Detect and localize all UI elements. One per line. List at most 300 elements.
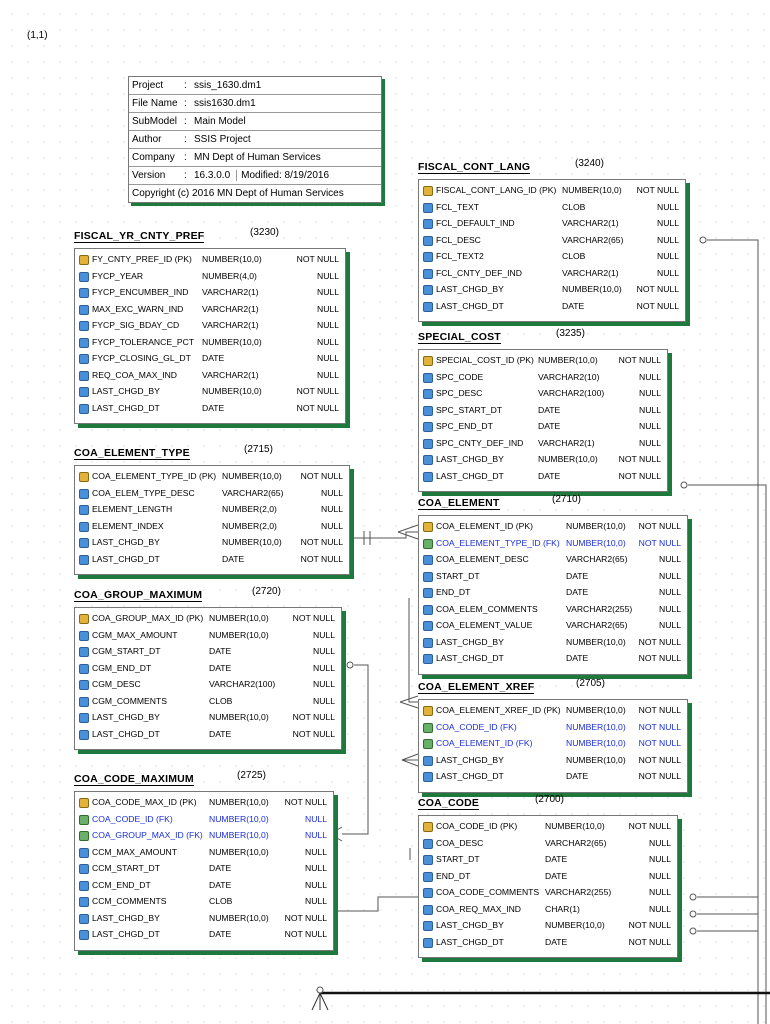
entity-column[interactable] — [419, 569, 687, 586]
column-nullability: NULL — [639, 404, 661, 415]
entity-column[interactable] — [419, 403, 667, 420]
entity-column[interactable] — [419, 635, 687, 652]
column-icon — [423, 905, 433, 915]
entity-column[interactable] — [75, 812, 333, 829]
column-name: COA_CODE_ID (FK) — [436, 721, 517, 732]
info-row-company: Company : MN Dept of Human Services — [129, 149, 381, 167]
entity-column-list[interactable] — [74, 791, 334, 951]
column-name: REQ_COA_MAX_IND — [92, 369, 178, 380]
column-name: ELEMENT_INDEX — [92, 520, 164, 531]
entity-column[interactable] — [419, 918, 677, 935]
column-name: FCL_TEXT2 — [436, 251, 484, 261]
column-icon — [79, 305, 89, 315]
entity-column[interactable] — [75, 795, 333, 812]
column-nullability: NULL — [649, 854, 671, 864]
column-type: NUMBER(10,0) — [566, 537, 626, 548]
entity-column[interactable] — [75, 845, 333, 862]
entity-column[interactable] — [75, 611, 341, 628]
entity-column[interactable] — [419, 386, 667, 403]
column-type: NUMBER(10,0) — [209, 830, 269, 840]
column-nullability: NULL — [649, 837, 671, 848]
entity-column[interactable] — [419, 469, 667, 486]
entity-column-list[interactable] — [418, 179, 686, 322]
column-nullability: NULL — [321, 504, 343, 514]
entity-column[interactable] — [419, 651, 687, 668]
column-icon — [423, 389, 433, 399]
entity-column[interactable] — [75, 927, 333, 944]
foreign-key-icon — [423, 739, 433, 749]
column-nullability: NULL — [317, 270, 339, 281]
relationship-optional-circle — [690, 911, 696, 917]
column-name: SPC_DESC — [436, 388, 483, 398]
column-name: LAST_CHGD_BY — [92, 386, 160, 396]
column-icon — [79, 897, 89, 907]
entity-column[interactable] — [419, 436, 667, 453]
column-type: VARCHAR2(10) — [538, 371, 600, 382]
column-nullability: NOT NULL — [638, 771, 681, 781]
column-nullability: NOT NULL — [292, 712, 335, 722]
entity-name: COA_ELEMENT_XREF — [418, 681, 535, 693]
column-type: CLOB — [209, 695, 233, 706]
column-name: COA_CODE_COMMENTS — [436, 887, 540, 897]
column-type: NUMBER(10,0) — [538, 355, 598, 365]
column-nullability: NOT NULL — [300, 553, 343, 564]
info-label: Modified: — [236, 170, 282, 181]
entity-column[interactable] — [75, 318, 345, 335]
primary-key-icon — [423, 822, 433, 832]
entity-column-list[interactable] — [418, 349, 668, 492]
entity-column[interactable] — [419, 769, 687, 786]
column-type: NUMBER(10,0) — [566, 521, 626, 531]
column-type: NUMBER(10,0) — [209, 613, 269, 623]
crowfoot — [312, 993, 328, 1010]
column-type: VARCHAR2(1) — [202, 287, 259, 297]
entity-column[interactable] — [75, 519, 349, 536]
entity-column[interactable] — [419, 370, 667, 387]
column-nullability: NOT NULL — [292, 613, 335, 623]
column-nullability: NULL — [305, 879, 327, 890]
entity-column[interactable] — [75, 401, 345, 418]
relationship-optional-circle — [317, 987, 323, 993]
column-name: LAST_CHGD_DT — [436, 653, 504, 663]
column-type: NUMBER(10,0) — [562, 185, 622, 195]
column-nullability: NULL — [659, 587, 681, 597]
column-name: COA_ELEMENT_TYPE_ID (FK) — [436, 537, 560, 548]
column-type: VARCHAR2(1) — [538, 437, 595, 448]
entity-header — [74, 227, 344, 244]
column-name: FYCP_TOLERANCE_PCT — [92, 336, 195, 347]
column-name: LAST_CHGD_DT — [92, 402, 160, 413]
column-type: NUMBER(10,0) — [209, 846, 269, 857]
column-icon — [423, 855, 433, 865]
column-nullability: NULL — [657, 234, 679, 245]
column-nullability: NULL — [659, 570, 681, 581]
column-type: CLOB — [209, 896, 233, 906]
column-name: LAST_CHGD_DT — [436, 771, 504, 781]
column-nullability: NOT NULL — [638, 721, 681, 732]
entity-column[interactable] — [419, 585, 687, 602]
column-type: DATE — [209, 929, 232, 939]
entity-column[interactable] — [75, 285, 345, 302]
column-type: VARCHAR2(65) — [566, 620, 628, 630]
column-name: COA_CODE_MAX_ID (PK) — [92, 797, 197, 807]
column-name: CGM_START_DT — [92, 646, 161, 656]
column-nullability: NULL — [313, 629, 335, 640]
column-nullability: NOT NULL — [628, 920, 671, 930]
column-type: DATE — [209, 728, 232, 739]
entity-column-list[interactable] — [74, 607, 342, 750]
column-nullability: NOT NULL — [296, 254, 339, 264]
column-nullability: NULL — [317, 353, 339, 363]
column-type: CHAR(1) — [545, 903, 580, 914]
entity-column-list[interactable] — [74, 465, 350, 575]
entity-header — [74, 444, 348, 461]
column-nullability: NULL — [317, 303, 339, 314]
column-nullability: NULL — [649, 903, 671, 914]
column-type: NUMBER(10,0) — [209, 712, 269, 722]
info-label: Company — [132, 152, 175, 163]
column-nullability: NULL — [639, 388, 661, 398]
column-icon — [79, 354, 89, 364]
column-nullability: NOT NULL — [296, 402, 339, 413]
column-nullability: NOT NULL — [636, 300, 679, 311]
entity-id: (2710) — [552, 494, 581, 505]
column-nullability: NULL — [657, 267, 679, 278]
column-name: LAST_CHGD_DT — [92, 553, 160, 564]
column-icon — [423, 555, 433, 565]
info-row-copyright: Copyright (c) 2016 MN Dept of Human Services — [132, 188, 344, 199]
info-label: Author — [132, 134, 162, 145]
column-type: VARCHAR2(255) — [566, 603, 633, 614]
column-name: FISCAL_CONT_LANG_ID (PK) — [436, 185, 557, 195]
entity-column[interactable] — [75, 252, 345, 269]
column-name: LAST_CHGD_BY — [436, 754, 504, 765]
info-label: File Name — [132, 98, 178, 109]
entity-header — [418, 158, 684, 175]
column-type: NUMBER(10,0) — [545, 821, 605, 831]
column-nullability: NULL — [313, 662, 335, 673]
column-icon — [79, 697, 89, 707]
entity-header — [74, 586, 340, 603]
entity-name: FISCAL_YR_CNTY_PREF — [74, 230, 205, 242]
column-name: FCL_DEFAULT_IND — [436, 218, 515, 228]
entity-column[interactable] — [419, 836, 677, 853]
entity-column[interactable] — [419, 869, 677, 886]
column-nullability: NOT NULL — [300, 537, 343, 547]
entity-id: (3230) — [250, 227, 279, 238]
column-type: VARCHAR2(100) — [538, 388, 605, 398]
column-nullability: NULL — [639, 421, 661, 431]
entity-column-list[interactable] — [74, 248, 346, 424]
primary-key-icon — [79, 798, 89, 808]
column-name: FY_CNTY_PREF_ID (PK) — [92, 254, 192, 264]
column-icon — [423, 756, 433, 766]
relationship-optional-circle — [690, 928, 696, 934]
column-name: SPECIAL_COST_ID (PK) — [436, 355, 534, 365]
entity-column[interactable] — [419, 282, 685, 299]
entity-column[interactable] — [75, 911, 333, 928]
entity-column[interactable] — [75, 469, 349, 486]
column-nullability: NOT NULL — [638, 705, 681, 715]
column-type: VARCHAR2(1) — [202, 369, 259, 380]
column-icon — [79, 730, 89, 740]
column-nullability: NOT NULL — [628, 936, 671, 947]
column-type: DATE — [566, 570, 589, 581]
column-name: LAST_CHGD_BY — [436, 454, 504, 464]
column-type: DATE — [202, 353, 225, 363]
relationship-optional-circle — [700, 237, 706, 243]
column-nullability: NULL — [639, 371, 661, 382]
entity-column[interactable] — [75, 828, 333, 845]
entity-header — [418, 328, 666, 345]
entity-column[interactable] — [419, 200, 685, 217]
column-icon — [423, 439, 433, 449]
column-nullability: NULL — [321, 487, 343, 498]
column-icon — [79, 404, 89, 414]
model-info-box[interactable] — [128, 76, 382, 203]
info-value: ssis1630.dm1 — [194, 98, 256, 109]
column-nullability: NOT NULL — [638, 636, 681, 647]
entity-column[interactable] — [419, 216, 685, 233]
column-type: VARCHAR2(255) — [545, 887, 612, 897]
column-icon — [423, 938, 433, 948]
column-name: LAST_CHGD_BY — [436, 284, 504, 294]
entity-column[interactable] — [419, 266, 685, 283]
entity-column[interactable] — [419, 183, 685, 200]
info-value: 8/19/2016 — [284, 170, 330, 181]
entity-column[interactable] — [75, 302, 345, 319]
column-nullability: NULL — [317, 320, 339, 330]
column-icon — [423, 203, 433, 213]
column-nullability: NULL — [659, 603, 681, 614]
column-nullability: NULL — [313, 646, 335, 656]
info-row-version: Version : 16.3.0.0 Modified: 8/19/2016 — [129, 167, 381, 185]
column-type: VARCHAR2(1) — [202, 303, 259, 314]
column-type: VARCHAR2(65) — [222, 487, 284, 498]
column-type: DATE — [538, 470, 561, 481]
primary-key-icon — [423, 522, 433, 532]
entity-column[interactable] — [75, 861, 333, 878]
column-nullability: NOT NULL — [636, 284, 679, 294]
entity-name: COA_ELEMENT_TYPE — [74, 447, 190, 459]
column-type: NUMBER(10,0) — [202, 254, 262, 264]
column-icon — [423, 252, 433, 262]
primary-key-icon — [423, 706, 433, 716]
column-name: START_DT — [436, 570, 480, 581]
column-nullability: NOT NULL — [284, 929, 327, 939]
column-nullability: NOT NULL — [296, 386, 339, 396]
column-icon — [79, 371, 89, 381]
entity-column[interactable] — [419, 353, 667, 370]
column-type: VARCHAR2(65) — [545, 837, 607, 848]
entity-id: (2725) — [237, 770, 266, 781]
entity-column-list[interactable] — [418, 699, 688, 793]
entity-column[interactable] — [75, 727, 341, 744]
entity-column[interactable] — [419, 519, 687, 536]
entity-column[interactable] — [75, 694, 341, 711]
column-type: DATE — [545, 854, 568, 864]
entity-column[interactable] — [419, 299, 685, 316]
column-name: CCM_END_DT — [92, 879, 151, 890]
entity-name: COA_CODE — [418, 797, 480, 809]
entity-column[interactable] — [75, 335, 345, 352]
column-name: COA_ELEMENT_ID (FK) — [436, 738, 533, 748]
entity-column[interactable] — [75, 661, 341, 678]
entity-column[interactable] — [75, 368, 345, 385]
column-name: LAST_CHGD_BY — [436, 920, 504, 930]
column-icon — [79, 914, 89, 924]
entity-column[interactable] — [419, 552, 687, 569]
entity-column[interactable] — [419, 885, 677, 902]
entity-column[interactable] — [419, 935, 677, 952]
column-nullability: NOT NULL — [638, 537, 681, 548]
entity-column[interactable] — [75, 878, 333, 895]
entity-column[interactable] — [419, 249, 685, 266]
column-name: LAST_CHGD_DT — [92, 929, 160, 939]
column-type: NUMBER(10,0) — [566, 721, 626, 732]
entity-column[interactable] — [75, 644, 341, 661]
column-type: NUMBER(10,0) — [562, 284, 622, 294]
column-nullability: NULL — [305, 863, 327, 873]
entity-column[interactable] — [419, 703, 687, 720]
entity-column[interactable] — [75, 486, 349, 503]
entity-column[interactable] — [419, 536, 687, 553]
info-label: SubModel — [132, 116, 178, 127]
entity-column[interactable] — [419, 852, 677, 869]
entity-column-list[interactable] — [418, 815, 678, 958]
entity-column[interactable] — [419, 902, 677, 919]
column-icon — [423, 654, 433, 664]
column-type: DATE — [209, 646, 232, 656]
column-name: COA_CODE_ID (FK) — [92, 813, 173, 824]
column-type: DATE — [566, 771, 589, 781]
column-icon — [79, 631, 89, 641]
entity-column[interactable] — [419, 602, 687, 619]
info-row-author: Author : SSIS Project — [129, 131, 381, 149]
column-type: CLOB — [562, 251, 586, 261]
column-name: CGM_DESC — [92, 679, 141, 689]
column-icon — [423, 638, 433, 648]
column-type: NUMBER(10,0) — [209, 813, 269, 824]
info-label: Version — [132, 170, 166, 181]
column-nullability: NULL — [305, 896, 327, 906]
column-name: FCL_DESC — [436, 234, 481, 245]
column-name: COA_ELEMENT_ID (PK) — [436, 521, 533, 531]
column-nullability: NULL — [657, 251, 679, 261]
primary-key-icon — [79, 472, 89, 482]
column-type: NUMBER(2,0) — [222, 520, 277, 531]
info-value: MN Dept of Human Services — [194, 152, 321, 163]
column-nullability: NULL — [659, 554, 681, 564]
entity-column[interactable] — [419, 233, 685, 250]
column-type: VARCHAR2(1) — [562, 267, 619, 278]
column-nullability: NULL — [313, 679, 335, 689]
column-icon — [79, 864, 89, 874]
entity-column[interactable] — [75, 710, 341, 727]
entity-column[interactable] — [419, 720, 687, 737]
column-type: DATE — [209, 863, 232, 873]
column-nullability: NULL — [305, 830, 327, 840]
column-name: COA_ELEMENT_TYPE_ID (PK) — [92, 471, 217, 481]
column-type: DATE — [545, 936, 568, 947]
column-nullability: NULL — [317, 287, 339, 297]
entity-column[interactable] — [75, 535, 349, 552]
column-nullability: NULL — [649, 887, 671, 897]
column-icon — [423, 839, 433, 849]
column-name: CGM_COMMENTS — [92, 695, 167, 706]
column-type: DATE — [202, 402, 225, 413]
column-icon — [423, 872, 433, 882]
entity-column[interactable] — [75, 502, 349, 519]
column-name: FYCP_CLOSING_GL_DT — [92, 353, 191, 363]
entity-column[interactable] — [419, 452, 667, 469]
column-icon — [79, 713, 89, 723]
entity-column[interactable] — [419, 419, 667, 436]
entity-column[interactable] — [419, 618, 687, 635]
column-icon — [423, 921, 433, 931]
column-nullability: NOT NULL — [284, 912, 327, 923]
entity-column-list[interactable] — [418, 515, 688, 675]
entity-name: FISCAL_CONT_LANG — [418, 161, 531, 173]
column-icon — [423, 572, 433, 582]
entity-column[interactable] — [75, 894, 333, 911]
column-name: SPC_CNTY_DEF_IND — [436, 437, 524, 448]
relationship-optional-circle — [681, 482, 687, 488]
foreign-key-icon — [423, 723, 433, 733]
column-name: CCM_START_DT — [92, 863, 160, 873]
entity-column[interactable] — [419, 736, 687, 753]
entity-column[interactable] — [419, 819, 677, 836]
entity-column[interactable] — [75, 269, 345, 286]
column-icon — [423, 219, 433, 229]
column-name: CGM_MAX_AMOUNT — [92, 629, 178, 640]
column-icon — [79, 505, 89, 515]
entity-column[interactable] — [75, 552, 349, 569]
column-name: COA_GROUP_MAX_ID (FK) — [92, 830, 203, 840]
column-nullability: NULL — [317, 369, 339, 380]
column-name: FYCP_ENCUMBER_IND — [92, 287, 189, 297]
column-name: CCM_COMMENTS — [92, 896, 167, 906]
info-value: 16.3.0.0 — [194, 170, 231, 181]
column-type: VARCHAR2(65) — [562, 234, 624, 245]
column-nullability: NOT NULL — [284, 797, 327, 807]
column-nullability: NOT NULL — [636, 185, 679, 195]
column-nullability: NULL — [657, 201, 679, 212]
column-icon — [79, 647, 89, 657]
column-nullability: NOT NULL — [618, 454, 661, 464]
column-name: COA_ELEM_COMMENTS — [436, 603, 538, 614]
column-icon — [423, 588, 433, 598]
entity-column[interactable] — [419, 753, 687, 770]
column-name: LAST_CHGD_BY — [92, 537, 160, 547]
column-icon — [79, 538, 89, 548]
column-name: COA_ELEM_TYPE_DESC — [92, 487, 195, 498]
column-icon — [423, 269, 433, 279]
entity-column[interactable] — [75, 628, 341, 645]
relationship-line — [338, 897, 418, 911]
column-name: COA_REQ_MAX_IND — [436, 903, 522, 914]
entity-column[interactable] — [75, 351, 345, 368]
primary-key-icon — [423, 186, 433, 196]
column-icon — [79, 321, 89, 331]
info-row-file: File Name : ssis1630.dm1 — [129, 95, 381, 113]
column-type: DATE — [562, 300, 585, 311]
column-type: NUMBER(10,0) — [222, 537, 282, 547]
entity-column[interactable] — [75, 677, 341, 694]
column-icon — [79, 338, 89, 348]
column-name: LAST_CHGD_BY — [92, 912, 160, 923]
entity-column[interactable] — [75, 384, 345, 401]
